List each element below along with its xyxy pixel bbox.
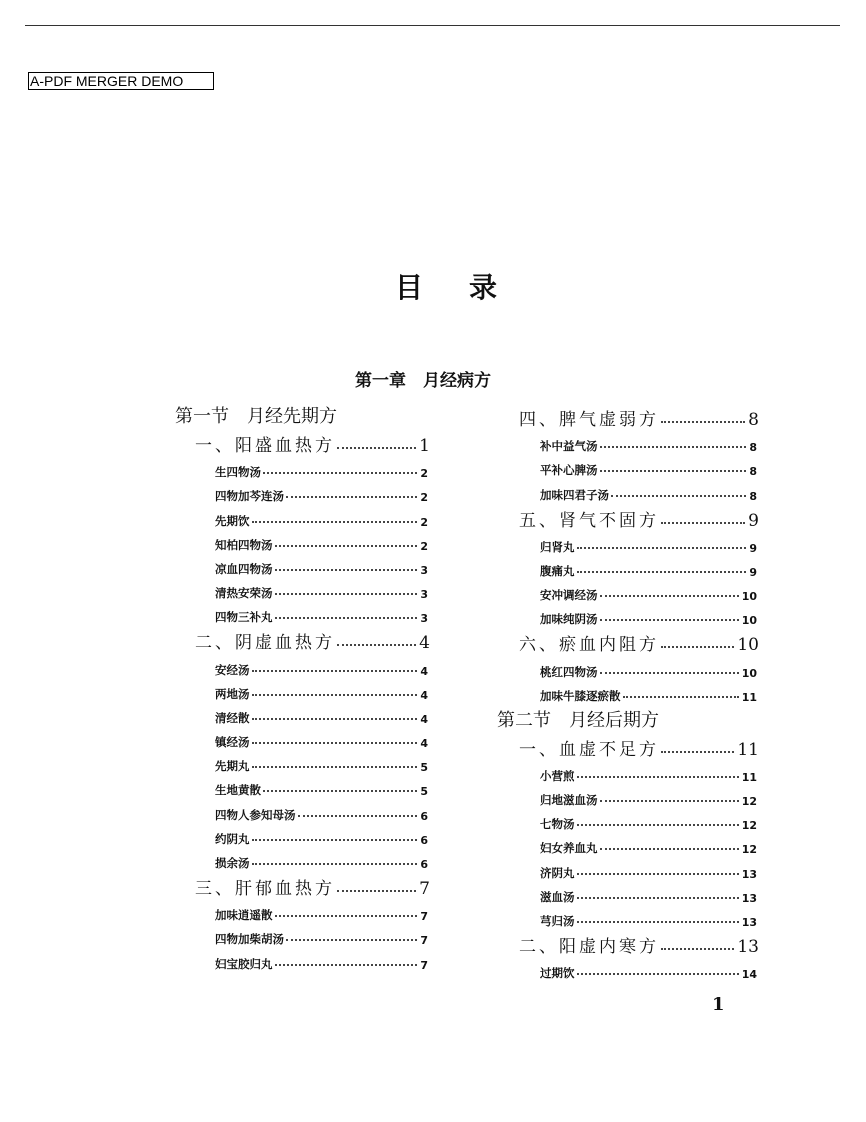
toc-entry-item: [497, 478, 759, 502]
toc-entry-item: [497, 760, 759, 784]
dot-leader: [252, 742, 418, 744]
toc-entry-title: 生四物汤: [215, 465, 261, 480]
dot-leader: [661, 522, 745, 524]
toc-entry-title: 加味四君子汤: [540, 487, 609, 502]
chapter-heading: 第一章 月经病方: [355, 371, 491, 391]
dot-leader: [252, 670, 418, 672]
toc-entry-title: 先期饮: [215, 513, 250, 528]
toc-entry-page: 9: [749, 565, 757, 579]
toc-entry-item: [175, 456, 430, 480]
toc-entry-page: 5: [420, 761, 428, 775]
toc-entry-title: 一、阳盛血热方: [195, 436, 335, 456]
toc-entry-page: 10: [741, 590, 757, 604]
toc-entry-title: 第一节 月经先期方: [175, 406, 337, 427]
toc-entry-item: [175, 750, 430, 774]
toc-entry-item: [497, 881, 759, 905]
toc-entry-page: 3: [420, 612, 428, 626]
toc-entry-title: 四物加芩连汤: [215, 489, 284, 504]
toc-entry-item: [497, 784, 759, 808]
toc-entry-page: 7: [420, 934, 428, 948]
toc-entry-item: [175, 923, 430, 947]
toc-entry-item: [175, 678, 430, 702]
toc-entry-page: 2: [420, 539, 428, 553]
page-title: 目录: [395, 271, 544, 304]
toc-entry-page: 12: [741, 843, 757, 857]
toc-entry-title: 清经散: [215, 710, 250, 725]
toc-entry-title: 加味逍遥散: [215, 908, 273, 923]
toc-entry-level1: [497, 503, 759, 531]
toc-entry-item: [497, 957, 759, 981]
toc-entry-section: [175, 400, 430, 428]
toc-entry-page: 10: [741, 666, 757, 680]
dot-leader: [661, 421, 745, 423]
toc-left-column: [175, 400, 430, 972]
toc-entry-title: 四物加柴胡汤: [215, 932, 284, 947]
toc-entry-title: 二、阳虚内寒方: [519, 937, 659, 957]
toc-entry-item: [497, 555, 759, 579]
dot-leader: [577, 873, 739, 875]
dot-leader: [661, 751, 734, 753]
toc-entry-page: 7: [420, 910, 428, 924]
dot-leader: [337, 890, 416, 892]
toc-entry-title: 滋血汤: [540, 889, 575, 904]
toc-entry-title: 安冲调经汤: [540, 588, 598, 603]
toc-entry-title: 平补心脾汤: [540, 463, 598, 478]
toc-entry-page: 4: [419, 633, 430, 654]
toc-entry-title: 四物人参知母汤: [215, 807, 296, 822]
toc-entry-item: [175, 504, 430, 528]
dot-leader: [577, 776, 739, 778]
dot-leader: [275, 593, 418, 595]
toc-entry-title: 凉血四物汤: [215, 561, 273, 576]
toc-entry-page: 2: [420, 491, 428, 505]
toc-entry-level1: [175, 428, 430, 456]
dot-leader: [600, 470, 747, 472]
toc-entry-page: 13: [737, 937, 759, 957]
dot-leader: [275, 545, 418, 547]
toc-entry-page: 1: [419, 436, 430, 456]
toc-entry-level1: [497, 929, 759, 957]
toc-entry-page: 4: [420, 712, 428, 726]
toc-entry-item: [175, 553, 430, 577]
toc-entry-item: [497, 856, 759, 880]
toc-entry-item: [175, 577, 430, 601]
toc-entry-level1: [497, 402, 759, 430]
toc-entry-page: 10: [737, 635, 759, 656]
toc-entry-page: 8: [749, 441, 757, 455]
toc-entry-title: 小营煎: [540, 768, 575, 783]
dot-leader: [275, 915, 418, 917]
dot-leader: [600, 595, 739, 597]
toc-entry-item: [497, 680, 759, 704]
toc-entry-item: [175, 823, 430, 847]
toc-entry-page: 11: [741, 770, 757, 784]
dot-leader: [600, 672, 739, 674]
toc-entry-item: [175, 601, 430, 625]
toc-entry-item: [175, 847, 430, 871]
toc-entry-page: 4: [420, 688, 428, 702]
toc-entry-title: 桃红四物汤: [540, 664, 598, 679]
toc-entry-page: 8: [749, 465, 757, 479]
toc-entry-item: [497, 454, 759, 478]
dot-leader: [275, 569, 418, 571]
toc-entry-title: 补中益气汤: [540, 439, 598, 454]
dot-leader: [661, 948, 734, 950]
dot-leader: [286, 496, 417, 498]
toc-entry-item: [497, 655, 759, 679]
dot-leader: [252, 521, 418, 523]
toc-entry-title: 镇经汤: [215, 735, 250, 750]
toc-entry-page: 11: [741, 690, 757, 704]
toc-entry-title: 七物汤: [540, 817, 575, 832]
top-rule: [25, 25, 840, 26]
toc-entry-title: 第二节 月经后期方: [497, 709, 659, 731]
toc-entry-title: 约阴丸: [215, 831, 250, 846]
toc-entry-item: [175, 798, 430, 822]
toc-entry-item: [175, 774, 430, 798]
toc-entry-item: [497, 430, 759, 454]
dot-leader: [577, 921, 739, 923]
dot-leader: [337, 644, 416, 646]
toc-entry-page: 7: [420, 958, 428, 972]
toc-entry-title: 过期饮: [540, 966, 575, 981]
toc-entry-title: 损余汤: [215, 856, 250, 870]
toc-entry-title: 归肾丸: [540, 539, 575, 554]
dot-leader: [577, 571, 747, 573]
toc-entry-page: 4: [420, 737, 428, 751]
dot-leader: [600, 848, 739, 850]
toc-entry-item: [497, 905, 759, 929]
toc-entry-page: 2: [420, 515, 428, 529]
toc-entry-page: 6: [420, 858, 428, 871]
toc-entry-title: 二、阴虚血热方: [195, 633, 335, 654]
toc-entry-page: 10: [741, 614, 757, 628]
toc-entry-item: [175, 726, 430, 750]
toc-entry-title: 清热安荣汤: [215, 586, 273, 601]
toc-entry-level1: [175, 625, 430, 653]
toc-entry-page: 4: [420, 664, 428, 678]
toc-entry-page: 9: [749, 541, 757, 555]
toc-entry-page: 11: [737, 739, 759, 760]
toc-entry-title: 腹痛丸: [540, 563, 575, 578]
toc-entry-page: 9: [748, 510, 759, 531]
toc-entry-title: 一、血虚不足方: [519, 739, 659, 760]
toc-entry-title: 归地滋血汤: [540, 793, 598, 808]
dot-leader: [337, 447, 416, 449]
dot-leader: [577, 547, 747, 549]
toc-right-column: [497, 402, 759, 981]
toc-entry-page: 13: [741, 916, 757, 929]
toc-entry-item: [497, 832, 759, 856]
toc-entry-title: 先期丸: [215, 759, 250, 774]
dot-leader: [252, 863, 418, 865]
dot-leader: [275, 617, 418, 619]
toc-entry-item: [175, 702, 430, 726]
dot-leader: [298, 815, 418, 817]
dot-leader: [623, 696, 739, 698]
page-number: 1: [712, 994, 725, 1015]
dot-leader: [263, 790, 417, 792]
toc-entry-page: 2: [420, 467, 428, 481]
dot-leader: [252, 839, 418, 841]
dot-leader: [252, 694, 418, 696]
toc-entry-page: 7: [419, 879, 430, 899]
toc-entry-page: 12: [741, 795, 757, 809]
dot-leader: [252, 718, 418, 720]
toc-entry-title: 三、肝郁血热方: [195, 879, 335, 899]
toc-entry-level1: [497, 732, 759, 760]
dot-leader: [263, 472, 417, 474]
toc-entry-page: 5: [420, 785, 428, 799]
toc-entry-page: 8: [749, 489, 757, 503]
toc-entry-title: 加味牛膝逐瘀散: [540, 688, 621, 703]
toc-entry-title: 四物三补丸: [215, 610, 273, 625]
toc-entry-page: 6: [420, 809, 428, 823]
toc-entry-item: [497, 603, 759, 627]
dot-leader: [275, 964, 418, 966]
toc-entry-title: 四、脾气虚弱方: [519, 410, 659, 430]
toc-entry-page: 6: [420, 833, 428, 847]
toc-entry-page: 14: [741, 968, 757, 982]
dot-leader: [252, 766, 418, 768]
toc-entry-item: [175, 480, 430, 504]
toc-entry-title: 芎归汤: [540, 914, 575, 928]
toc-entry-title: 妇女养血丸: [540, 841, 598, 856]
toc-entry-page: 8: [748, 410, 759, 430]
toc-entry-item: [497, 531, 759, 555]
toc-entry-item: [497, 579, 759, 603]
toc-entry-page: 3: [420, 588, 428, 602]
dot-leader: [611, 495, 746, 497]
toc-entry-title: 知柏四物汤: [215, 537, 273, 552]
toc-entry-page: 13: [741, 867, 757, 881]
toc-entry-page: 3: [420, 563, 428, 577]
dot-leader: [577, 973, 739, 975]
toc-entry-item: [175, 899, 430, 923]
watermark-label: A-PDF MERGER DEMO: [28, 72, 214, 90]
toc-entry-title: 生地黄散: [215, 783, 261, 798]
toc-entry-title: 济阴丸: [540, 865, 575, 880]
toc-entry-item: [175, 653, 430, 677]
toc-entry-page: 12: [741, 819, 757, 833]
toc-entry-page: 13: [741, 891, 757, 905]
dot-leader: [286, 939, 417, 941]
toc-entry-title: 加味纯阴汤: [540, 612, 598, 627]
toc-entry-item: [497, 808, 759, 832]
toc-entry-level1: [175, 871, 430, 899]
toc-entry-title: 五、肾气不固方: [519, 510, 659, 531]
toc-entry-title: 妇宝胶归丸: [215, 956, 273, 971]
dot-leader: [577, 897, 739, 899]
toc-entry-item: [175, 529, 430, 553]
dot-leader: [600, 800, 739, 802]
dot-leader: [577, 824, 739, 826]
dot-leader: [661, 646, 734, 648]
toc-entry-level1: [497, 627, 759, 655]
toc-entry-title: 六、瘀血内阻方: [519, 635, 659, 656]
toc-entry-title: 安经汤: [215, 662, 250, 677]
dot-leader: [600, 446, 747, 448]
toc-entry-item: [175, 947, 430, 971]
dot-leader: [600, 619, 739, 621]
toc-entry-title: 两地汤: [215, 686, 250, 701]
toc-entry-section: [497, 704, 759, 732]
